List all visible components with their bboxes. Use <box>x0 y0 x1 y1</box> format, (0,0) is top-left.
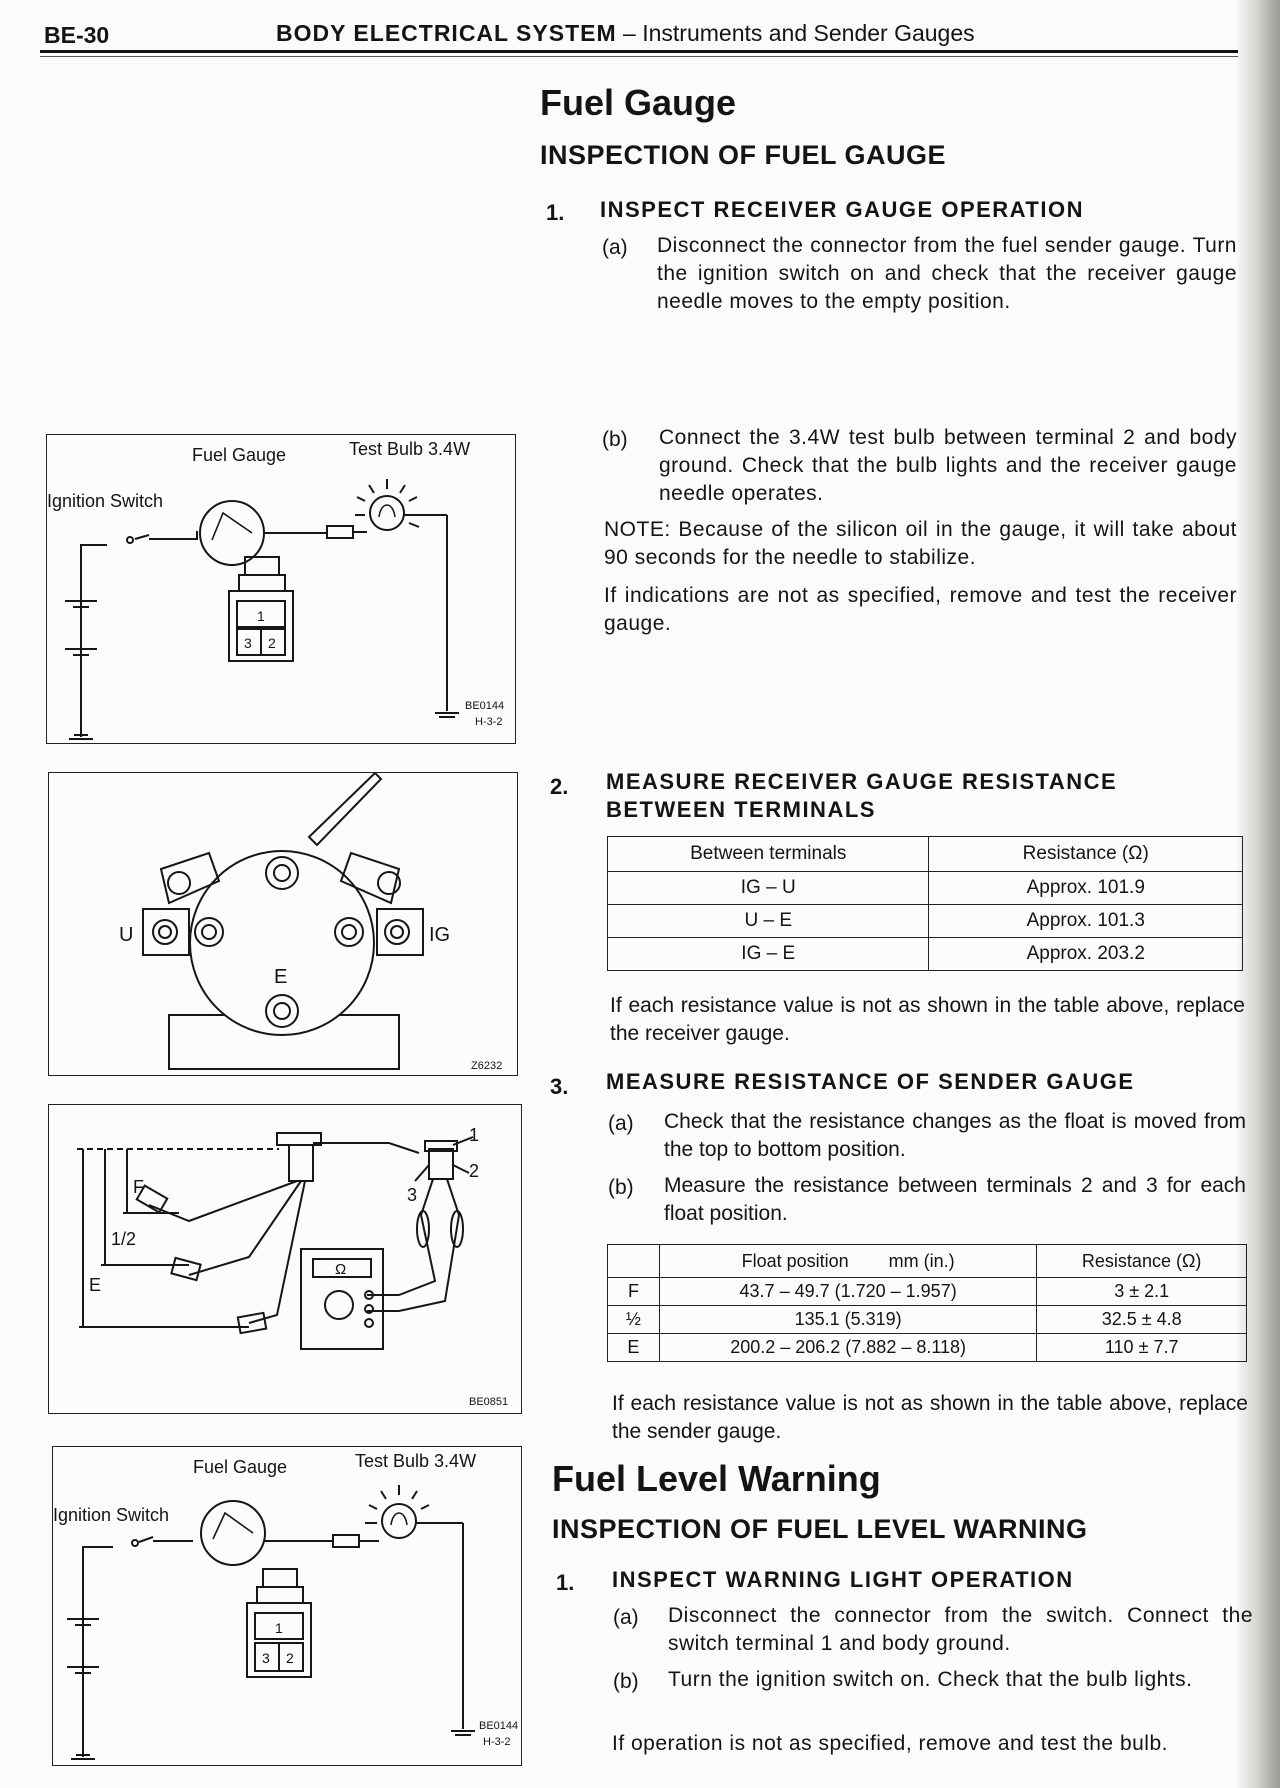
terminal-e-label: E <box>274 966 288 988</box>
table-header-cell: Resistance (Ω) <box>1037 1245 1247 1278</box>
section-title-fuel-gauge: Fuel Gauge <box>540 82 737 123</box>
figure-code: BE0144 <box>465 700 505 712</box>
terminal-2-label: 2 <box>286 1650 294 1666</box>
substep-text: Connect the 3.4W test bulb between terminal 2 and body ground. Check that the bulb lights and the receiver gauge needle operates. <box>659 426 1237 505</box>
figure-code: Z6232 <box>471 1060 503 1072</box>
terminal-2-label: 2 <box>469 1161 480 1181</box>
figure-receiver-gauge-circuit <box>46 434 516 744</box>
ohmmeter-symbol: Ω <box>335 1261 347 1278</box>
float-position-e-label: E <box>89 1275 102 1295</box>
sender-resistance-table <box>607 1244 1247 1362</box>
table-cell: 110 ± 7.7 <box>1037 1334 1247 1362</box>
table-cell: Approx. 101.9 <box>929 872 1243 905</box>
subsection-title-inspection-fuel-level-warning: INSPECTION OF FUEL LEVEL WARNING <box>552 1514 1088 1544</box>
table-cell: 200.2 – 206.2 (7.882 – 8.118) <box>659 1334 1036 1362</box>
substep-text: Turn the ignition switch on. Check that the bulb lights. <box>668 1668 1193 1691</box>
table-row <box>608 1334 1247 1362</box>
substep-label: (b) <box>613 1670 639 1693</box>
header-title-main: BODY ELECTRICAL SYSTEM <box>276 20 617 46</box>
step-number: 1. <box>556 1570 575 1595</box>
table-cell: U – E <box>608 905 929 938</box>
label-test-bulb: Test Bulb 3.4W <box>355 1451 477 1471</box>
substep-text: Disconnect the connector from the fuel sender gauge. Turn the ignition switch on and check that the receiver gauge needle moves to the empty position. <box>657 234 1237 313</box>
figure-code-2: H-3-2 <box>483 1736 511 1748</box>
figure-code: BE0851 <box>469 1396 509 1408</box>
figure-code: BE0144 <box>479 1720 519 1732</box>
table-cell: 32.5 ± 4.8 <box>1037 1306 1247 1334</box>
header-title <box>276 20 975 47</box>
terminal-3-label: 3 <box>262 1650 270 1666</box>
step-title: MEASURE RESISTANCE OF SENDER GAUGE <box>606 1069 1135 1094</box>
table-cell: IG – E <box>608 938 929 971</box>
step-title: MEASURE RECEIVER GAUGE RESISTANCE BETWEEN TERMINALS <box>606 769 1118 822</box>
label-fuel-gauge: Fuel Gauge <box>192 445 287 465</box>
label-fuel-gauge: Fuel Gauge <box>193 1457 288 1477</box>
sender-gauge-diagram <box>49 1105 521 1413</box>
label-ignition-switch: Ignition Switch <box>53 1505 170 1525</box>
header-title-sep: – <box>623 20 636 46</box>
step-number: 1. <box>546 200 565 225</box>
step-title: INSPECT RECEIVER GAUGE OPERATION <box>600 197 1084 222</box>
table-header-cell: Between terminals <box>608 837 929 872</box>
terminal-1-label: 1 <box>257 608 265 624</box>
table-header-cell: Resistance (Ω) <box>929 837 1243 872</box>
instruction-text: If each resistance value is not as shown in the table above, replace the receiver gauge. <box>610 994 1245 1045</box>
terminal-3-label: 3 <box>407 1185 418 1205</box>
table-row <box>608 938 1243 971</box>
instruction-text: If operation is not as specified, remove and test the bulb. <box>612 1732 1168 1755</box>
terminal-u-label: U <box>119 924 134 946</box>
section-title-fuel-level-warning: Fuel Level Warning <box>552 1458 881 1499</box>
instruction-text: If indications are not as specified, remove and test the receiver gauge. <box>604 584 1237 635</box>
header-rule-thin <box>40 56 1238 57</box>
table-row <box>608 1278 1247 1306</box>
float-position-f-label: F <box>133 1177 144 1197</box>
subsection-title-inspection-fuel-gauge: INSPECTION OF FUEL GAUGE <box>540 140 947 170</box>
page-binding-edge <box>1238 0 1280 1788</box>
figure-receiver-gauge-terminals <box>48 772 518 1076</box>
terminal-1-label: 1 <box>275 1620 283 1636</box>
substep-text: Check that the resistance changes as the float is moved from the top to bottom position. <box>664 1110 1246 1161</box>
substep-text: Disconnect the connector from the switch. Connect the switch terminal 1 and body ground. <box>668 1604 1253 1655</box>
label-test-bulb: Test Bulb 3.4W <box>349 439 471 459</box>
figure-sender-gauge-measurement <box>48 1104 522 1414</box>
figure-code-2: H-3-2 <box>475 716 503 728</box>
substep-label: (b) <box>608 1176 634 1199</box>
table-cell: F <box>608 1278 660 1306</box>
substep-label: (a) <box>602 236 628 259</box>
substep-label: (a) <box>613 1606 639 1629</box>
gauge-terminal-diagram <box>49 773 517 1075</box>
terminal-2-label: 2 <box>268 635 276 651</box>
instruction-text: If each resistance value is not as shown in the table above, replace the sender gauge. <box>612 1392 1248 1443</box>
table-row <box>608 905 1243 938</box>
receiver-resistance-table <box>607 836 1243 971</box>
label-ignition-switch: Ignition Switch <box>47 491 164 511</box>
table-cell: 135.1 (5.319) <box>659 1306 1036 1334</box>
table-header-row <box>608 837 1243 872</box>
table-header-cell <box>608 1245 660 1278</box>
note-text: NOTE: Because of the silicon oil in the gauge, it will take about 90 seconds for the needle to stabilize. <box>604 518 1237 569</box>
table-cell: 3 ± 2.1 <box>1037 1278 1247 1306</box>
circuit-diagram <box>47 435 515 743</box>
table-cell: 43.7 – 49.7 (1.720 – 1.957) <box>659 1278 1036 1306</box>
table-row <box>608 1306 1247 1334</box>
substep-text: Measure the resistance between terminals 2 and 3 for each float position. <box>664 1174 1246 1225</box>
table-row <box>608 872 1243 905</box>
terminal-1-label: 1 <box>469 1125 480 1145</box>
table-cell: ½ <box>608 1306 660 1334</box>
header-rule <box>40 50 1238 53</box>
step-number: 3. <box>550 1074 569 1099</box>
table-cell: IG – U <box>608 872 929 905</box>
substep-label: (b) <box>602 428 628 451</box>
header-title-sub: Instruments and Sender Gauges <box>642 20 975 46</box>
step-title: INSPECT WARNING LIGHT OPERATION <box>612 1567 1074 1592</box>
terminal-ig-label: IG <box>429 924 451 946</box>
table-cell: E <box>608 1334 660 1362</box>
substep-label: (a) <box>608 1112 634 1135</box>
step-number: 2. <box>550 774 569 799</box>
circuit-diagram <box>53 1447 521 1765</box>
terminal-3-label: 3 <box>244 635 252 651</box>
page-number: BE-30 <box>44 22 110 48</box>
table-cell: Approx. 101.3 <box>929 905 1243 938</box>
figure-warning-light-circuit <box>52 1446 522 1766</box>
table-header-cell: Float position mm (in.) <box>659 1245 1036 1278</box>
table-cell: Approx. 203.2 <box>929 938 1243 971</box>
float-position-half-label: 1/2 <box>111 1229 137 1249</box>
table-header-row <box>608 1245 1247 1278</box>
